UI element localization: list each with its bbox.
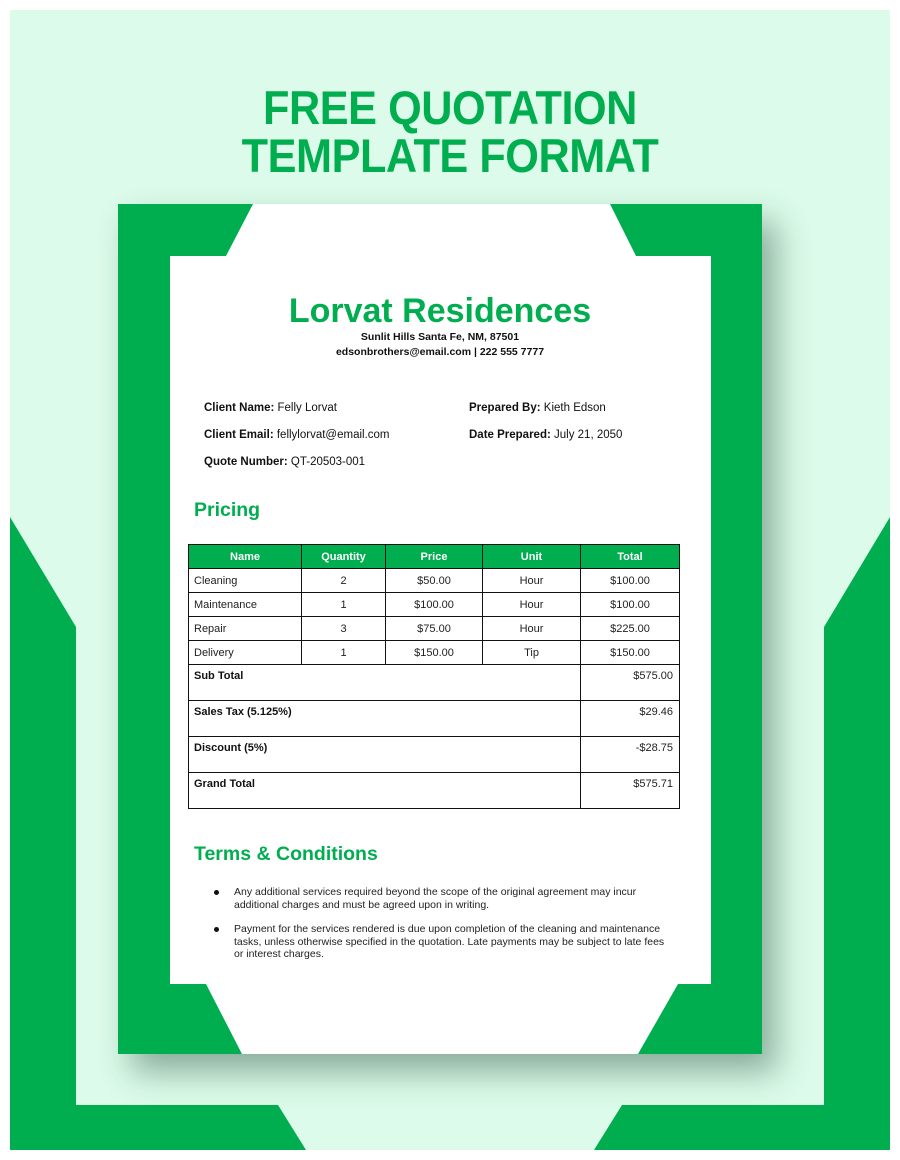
item-price: $50.00	[386, 569, 483, 593]
terms-item-text: Any additional services required beyond the scope of the original agreement may incur additional charges and must be agreed upon in writing.	[234, 886, 637, 911]
item-unit: Hour	[483, 617, 581, 641]
grand-total-label: Grand Total	[189, 773, 581, 809]
client-email-value: fellylorvat@email.com	[276, 429, 390, 441]
terms-item	[214, 886, 674, 911]
item-name: Cleaning	[189, 569, 302, 593]
pricing-header-row	[189, 545, 680, 569]
company-name: Lorvat Residences	[288, 292, 592, 330]
table-row	[189, 641, 680, 665]
bullet-icon	[214, 890, 219, 895]
item-unit: Hour	[483, 569, 581, 593]
discount-row	[189, 737, 680, 773]
prepared-by-field	[469, 401, 606, 415]
client-name-label: Client Name:	[204, 402, 275, 414]
sales-tax-label: Sales Tax (5.125%)	[189, 701, 581, 737]
item-name: Maintenance	[189, 593, 302, 617]
sales-tax-row	[189, 701, 680, 737]
subtotal-value: $575.00	[581, 665, 680, 701]
client-name-value: Felly Lorvat	[277, 402, 337, 414]
terms-list	[214, 886, 674, 973]
column-header-unit: Unit	[483, 545, 581, 569]
table-row	[189, 593, 680, 617]
quote-number-label: Quote Number:	[204, 456, 288, 468]
client-email-label: Client Email:	[204, 429, 274, 441]
item-quantity: 2	[302, 569, 386, 593]
poster-title-line-1: FREE QUOTATION	[263, 81, 637, 134]
column-header-price: Price	[386, 545, 483, 569]
terms-heading: Terms & Conditions	[194, 843, 378, 865]
item-price: $100.00	[386, 593, 483, 617]
table-row	[189, 569, 680, 593]
bullet-icon	[214, 927, 219, 932]
prepared-by-value: Kieth Edson	[543, 402, 606, 414]
terms-item-text: Payment for the services rendered is due upon completion of the cleaning and maintenance tasks, unless otherwise specified in the quotation. Late payments may be subject to late fees or interest charges.	[234, 923, 665, 960]
company-contact: edsonbrothers@email.com | 222 555 7777	[335, 346, 545, 358]
prepared-by-label: Prepared By:	[469, 402, 541, 414]
column-header-total: Total	[581, 545, 680, 569]
item-quantity: 1	[302, 593, 386, 617]
item-unit: Hour	[483, 593, 581, 617]
client-name-field	[204, 401, 337, 415]
item-quantity: 3	[302, 617, 386, 641]
item-name: Delivery	[189, 641, 302, 665]
item-total: $150.00	[581, 641, 680, 665]
pricing-table	[188, 544, 680, 809]
discount-value: -$28.75	[581, 737, 680, 773]
poster-title-line-2: TEMPLATE FORMAT	[241, 129, 659, 182]
item-name: Repair	[189, 617, 302, 641]
date-prepared-field	[469, 428, 622, 442]
item-price: $75.00	[386, 617, 483, 641]
subtotal-label: Sub Total	[189, 665, 581, 701]
discount-label: Discount (5%)	[189, 737, 581, 773]
column-header-quantity: Quantity	[302, 545, 386, 569]
date-prepared-label: Date Prepared:	[469, 429, 551, 441]
subtotal-row	[189, 665, 680, 701]
quote-number-field	[204, 455, 365, 469]
item-total: $100.00	[581, 569, 680, 593]
table-row	[189, 617, 680, 641]
pricing-heading: Pricing	[194, 499, 261, 521]
terms-item	[214, 923, 674, 961]
company-address: Sunlit Hills Santa Fe, NM, 87501	[360, 331, 520, 343]
column-header-name: Name	[189, 545, 302, 569]
quote-number-value: QT-20503-001	[290, 456, 366, 468]
grand-total-value: $575.71	[581, 773, 680, 809]
grand-total-row	[189, 773, 680, 809]
date-prepared-value: July 21, 2050	[554, 429, 623, 441]
quotation-document	[118, 204, 762, 1054]
item-total: $225.00	[581, 617, 680, 641]
poster-title	[45, 81, 855, 182]
client-email-field	[204, 428, 390, 442]
item-quantity: 1	[302, 641, 386, 665]
item-total: $100.00	[581, 593, 680, 617]
item-unit: Tip	[483, 641, 581, 665]
item-price: $150.00	[386, 641, 483, 665]
sales-tax-value: $29.46	[581, 701, 680, 737]
